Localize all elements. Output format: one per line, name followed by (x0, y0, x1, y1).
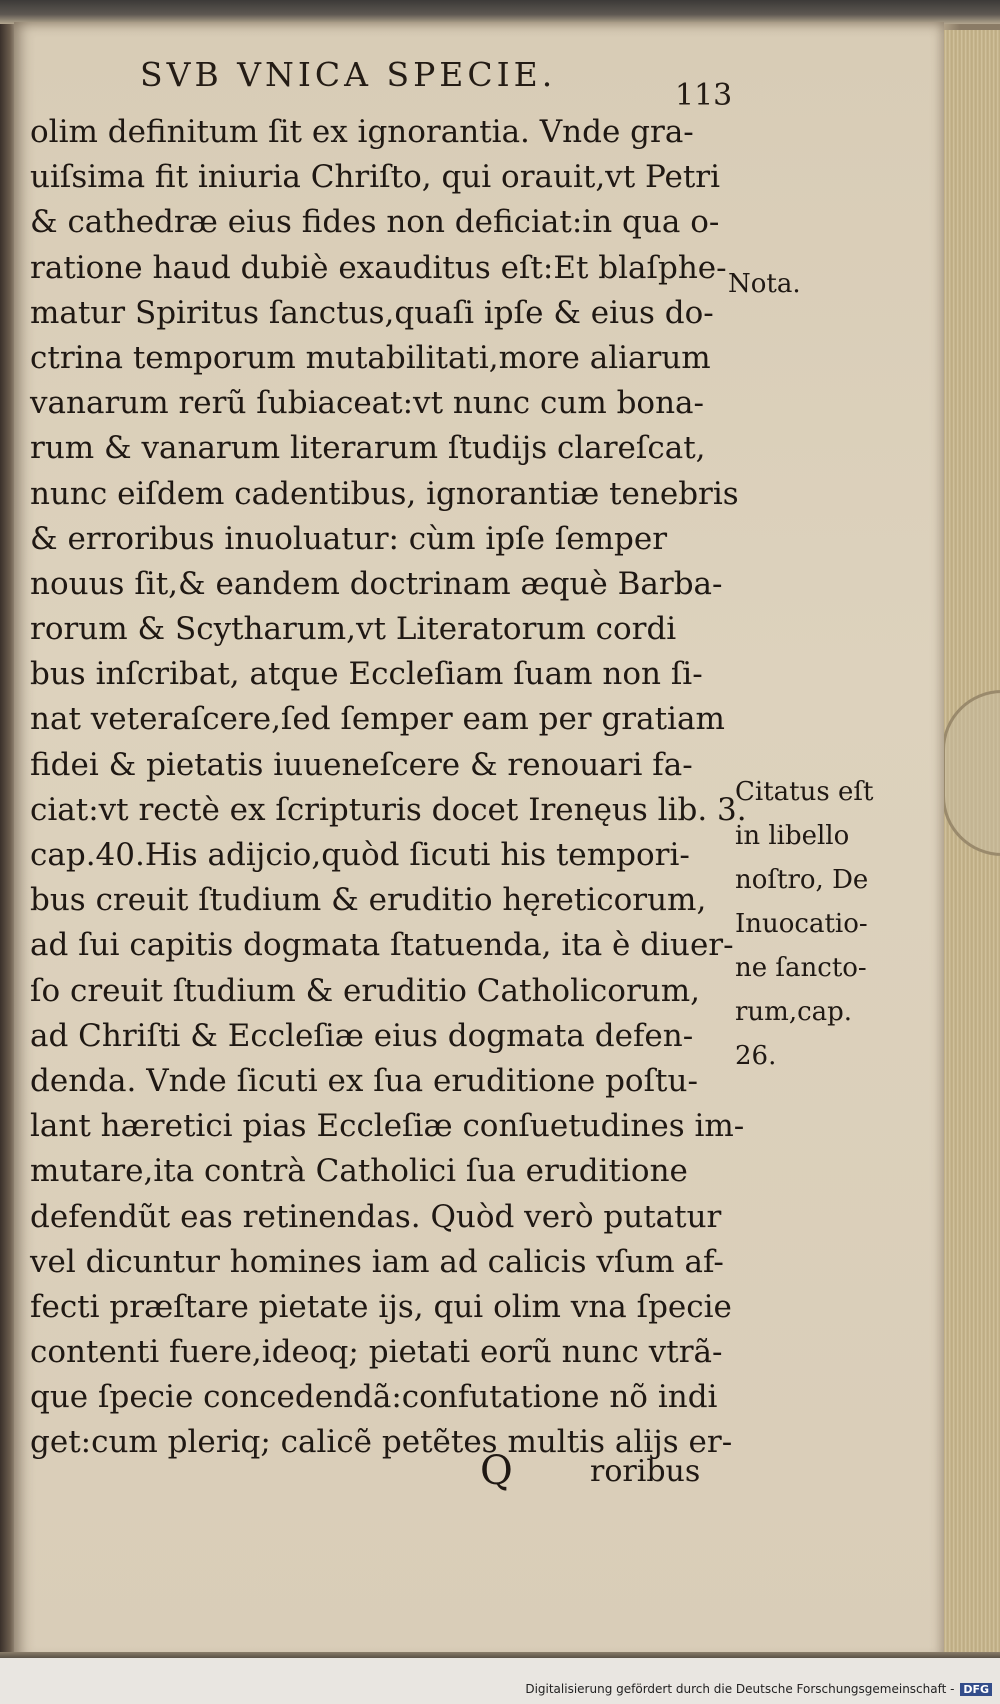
text-line: & erroribus inuoluatur: cùm ipſe ſemper (30, 520, 668, 557)
text-line: ratione haud dubiè exauditus eſt:Et blaſphe- (30, 249, 727, 286)
text-line: fecti præſtare pietate ijs, qui olim vna ſpecie (30, 1288, 732, 1325)
text-line: ctrina temporum mutabilitati,more aliarum (30, 339, 711, 376)
text-line: vel dicuntur homines iam ad calicis vſum af- (30, 1243, 724, 1280)
margin-note-line: rum,cap. (735, 997, 853, 1027)
text-line: vanarum rerũ ſubiaceat:vt nunc cum bona- (30, 385, 704, 422)
margin-note-line: ne ſancto- (735, 953, 867, 983)
footer-bar (0, 1658, 1000, 1704)
text-line: bus inſcribat, atque Eccleſiam ſuam non ſi- (30, 656, 703, 693)
text-line: rum & vanarum literarum ſtudijs clareſcat, (30, 430, 706, 467)
text-line: uiſsima fit iniuria Chriſto, qui orauit,vt Petri (30, 159, 721, 196)
margin-note-line: Citatus eſt (735, 777, 874, 807)
text-line: lant hæretici pias Eccleſiæ conſuetudines im- (30, 1108, 745, 1145)
text-line: bus creuit ſtudium & eruditio hęreticorum, (30, 882, 707, 919)
text-line: defendũt eas retinendas. Quòd verò putatur (30, 1198, 722, 1235)
catchword: roribus (590, 1454, 701, 1489)
text-line: ad ſui capitis dogmata ſtatuenda, ita è diuer- (30, 927, 734, 964)
text-line: olim definitum ſit ex ignorantia. Vnde gra- (30, 114, 694, 150)
body-text (30, 110, 747, 1466)
text-line: & cathedræ eius fides non deficiat:in qua o- (30, 204, 720, 241)
text-line: nat veteraſcere,ſed ſemper eam per gratiam (30, 701, 725, 738)
text-line: rorum & Scytharum,vt Literatorum cordi (30, 611, 677, 648)
dfg-logo-icon: DFG (960, 1683, 992, 1696)
margin-note-line: noſtro, De (735, 865, 869, 895)
text-line: nouus ſit,& eandem doctrinam æquè Barba- (30, 565, 723, 602)
text-line: ciat:vt rectè ex ſcripturis docet Irenęus lib. 3. (30, 791, 747, 828)
signature-mark: Q (480, 1448, 513, 1494)
text-line: mutare,ita contrà Catholici ſua eruditione (30, 1153, 688, 1190)
text-line: nunc eiſdem cadentibus, ignorantiæ tenebris (30, 475, 739, 512)
text-line: que ſpecie concedendã:confutatione nõ indi (30, 1379, 718, 1416)
text-line: contenti fuere,ideoq; pietati eorũ nunc vtrã- (30, 1334, 723, 1371)
text-line: ſo creuit ſtudium & eruditio Catholicorum, (30, 972, 700, 1009)
margin-note-nota: Nota. (728, 269, 801, 299)
digitization-credit (525, 1682, 992, 1696)
text-line: matur Spiritus ſanctus,quaſi ipſe & eius do- (30, 294, 714, 331)
book-top-edge (0, 0, 1000, 24)
text-line: cap.40.His adijcio,quòd ſicuti his tempori- (30, 837, 690, 873)
text-line: ad Chriſti & Eccleſiæ eius dogmata defen- (30, 1017, 694, 1054)
text-line: denda. Vnde ſicuti ex ſua eruditione poſtu- (30, 1062, 698, 1099)
margin-note-line: in libello (735, 821, 850, 851)
margin-note-line: 26. (735, 1041, 777, 1071)
page-number: 113 (675, 78, 733, 113)
credit-text: Digitalisierung gefördert durch die Deutsche Forschungsgemeinschaft - (525, 1682, 955, 1696)
running-head: SVB VNICA SPECIE. (140, 55, 557, 94)
text-line: fidei & pietatis iuueneſcere & renouari fa- (30, 746, 693, 783)
text-line: get:cum pleriq; calicẽ petẽtes multis alijs er- (30, 1424, 733, 1461)
margin-note-citation (735, 770, 935, 1078)
margin-note-line: Inuocatio- (735, 909, 868, 939)
